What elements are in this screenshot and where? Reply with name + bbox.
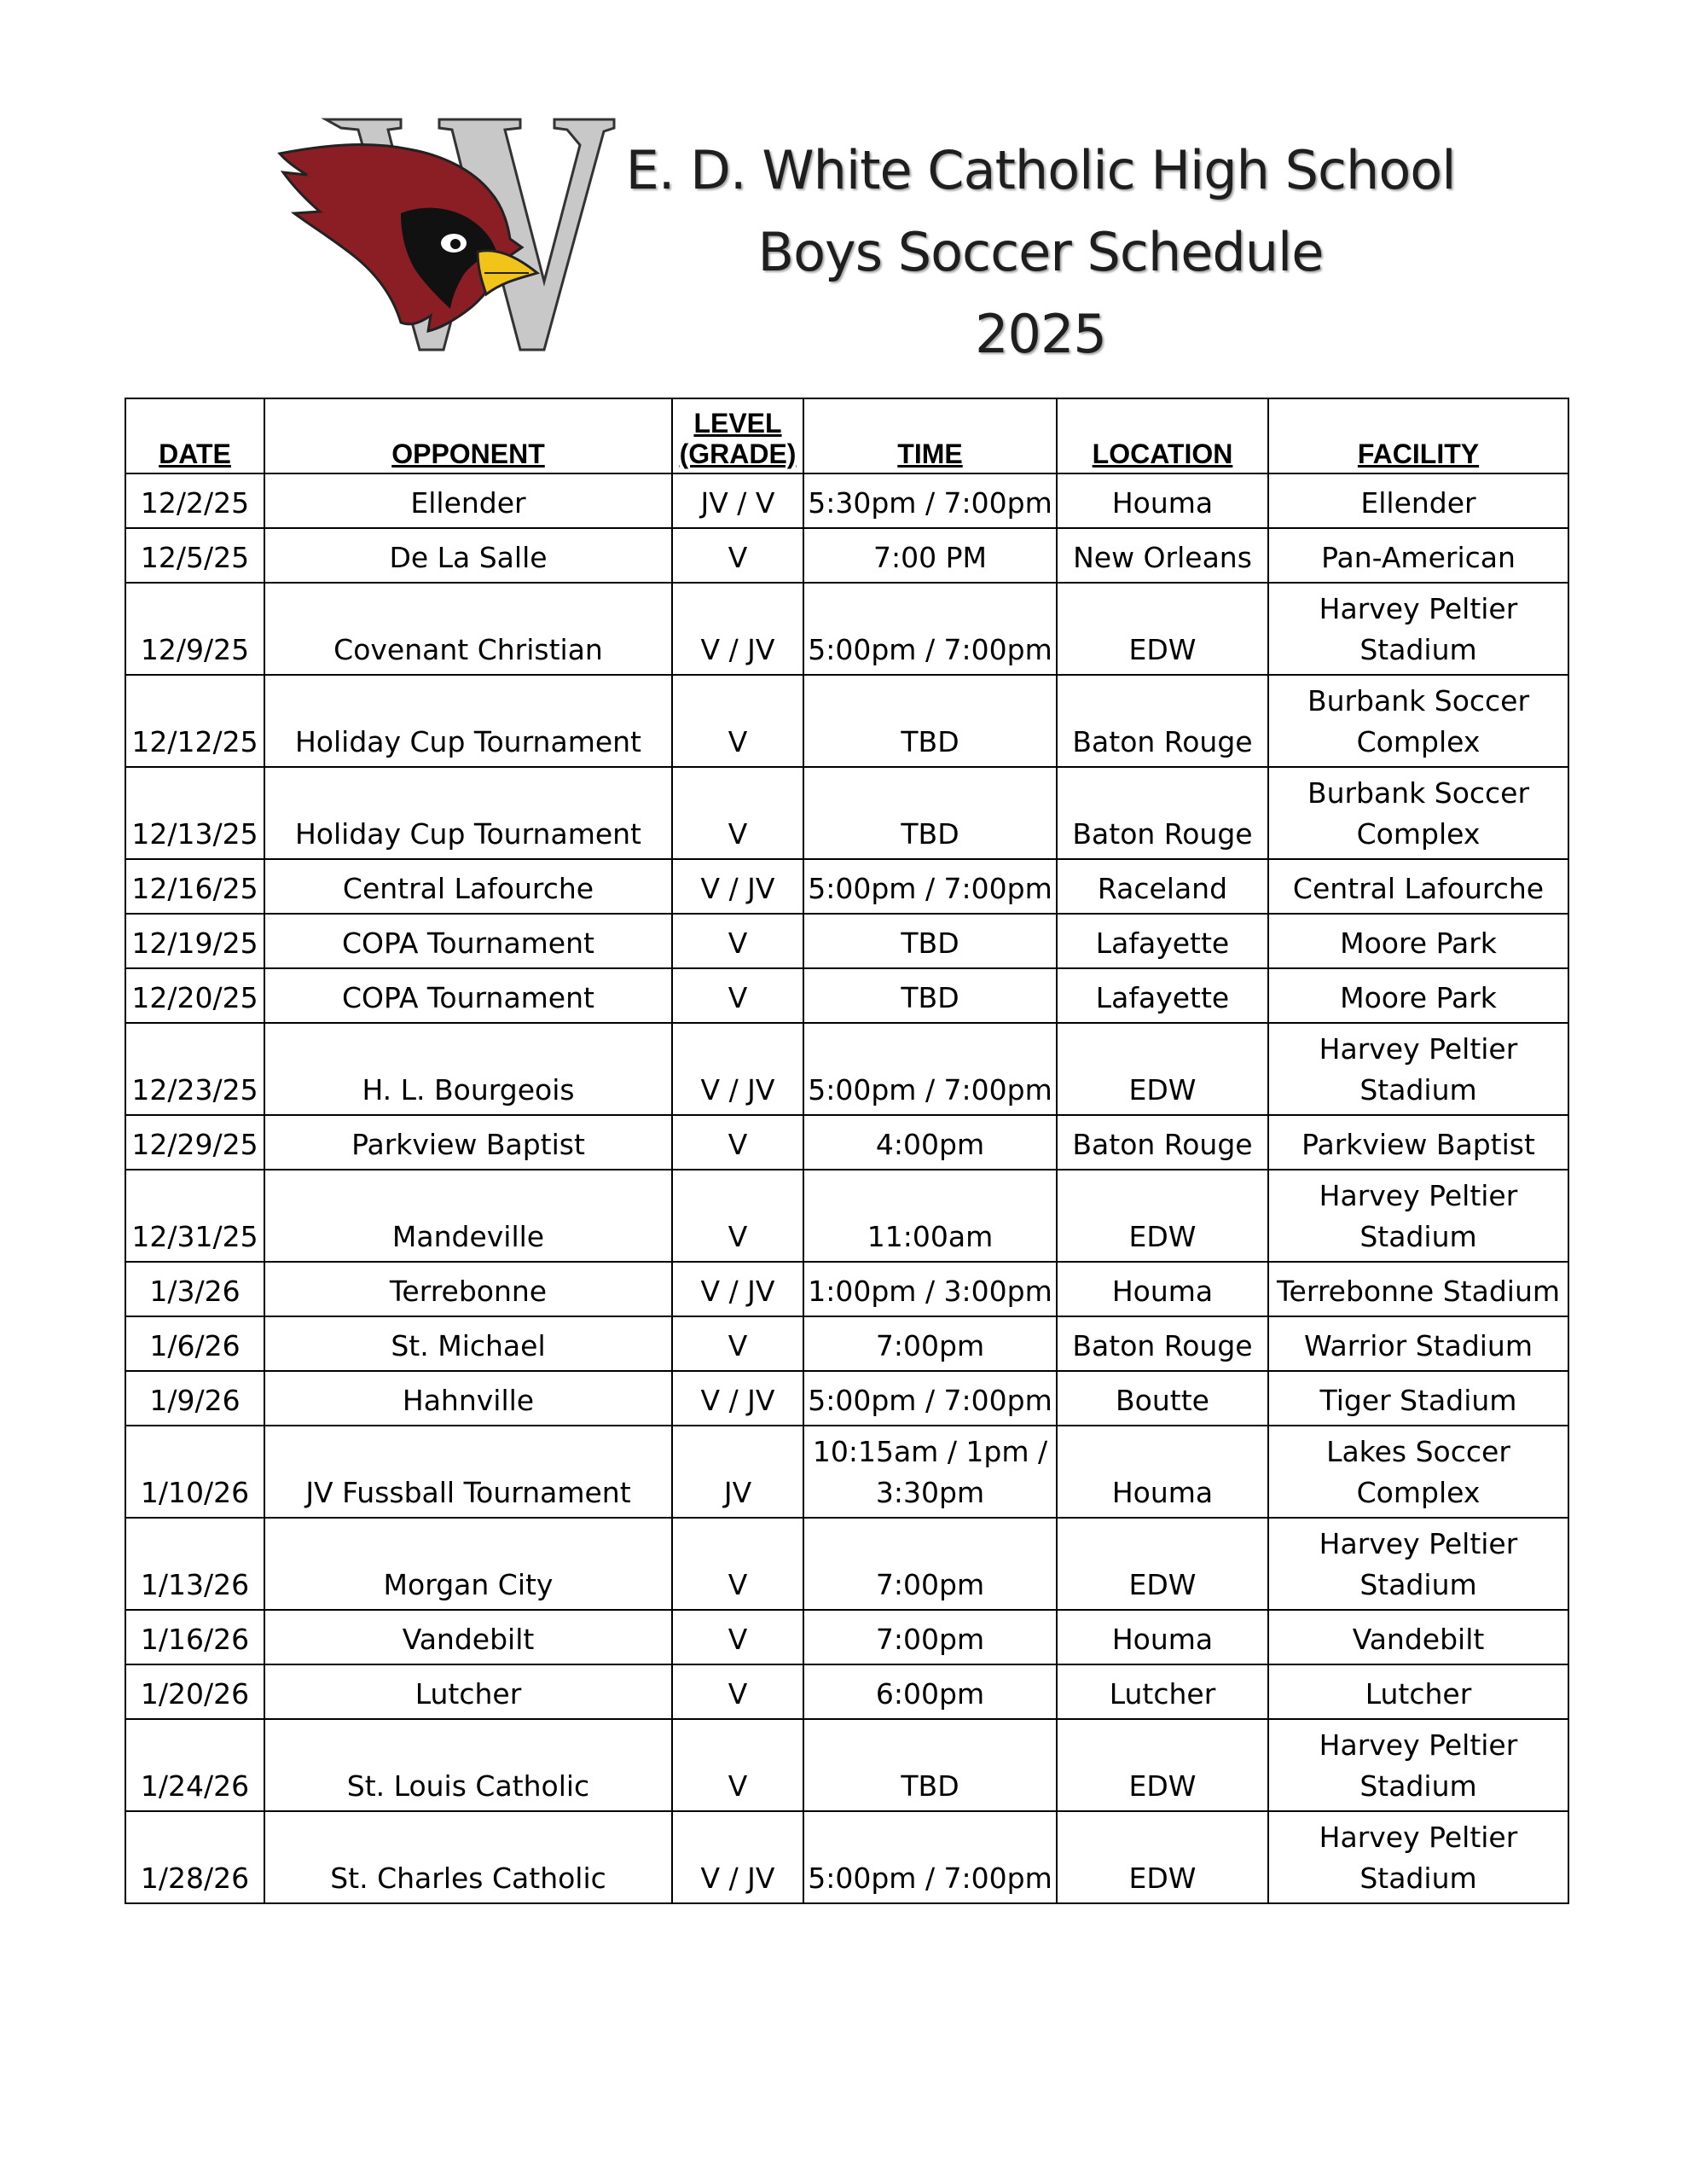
cell-level: V / JV	[672, 1262, 803, 1316]
cell-level: V	[672, 1664, 803, 1719]
cell-opponent: De La Salle	[264, 528, 672, 583]
column-header-date: DATE	[125, 398, 264, 473]
cell-opponent: St. Louis Catholic	[264, 1719, 672, 1811]
schedule-title: Boys Soccer Schedule	[757, 221, 1324, 283]
cell-time: TBD	[803, 675, 1057, 767]
cell-facility: Lakes Soccer Complex	[1268, 1426, 1568, 1518]
cell-facility: Lutcher	[1268, 1664, 1568, 1719]
cell-facility: Moore Park	[1268, 968, 1568, 1023]
cell-date: 1/10/26	[125, 1426, 264, 1518]
column-header-level: LEVEL (GRADE)	[672, 398, 803, 473]
cell-level: V	[672, 1316, 803, 1371]
column-header-facility: FACILITY	[1268, 398, 1568, 473]
cell-opponent: Parkview Baptist	[264, 1115, 672, 1170]
cell-date: 12/12/25	[125, 675, 264, 767]
cell-date: 12/5/25	[125, 528, 264, 583]
cell-date: 12/29/25	[125, 1115, 264, 1170]
table-row	[125, 675, 1568, 767]
cell-location: New Orleans	[1057, 528, 1268, 583]
cell-date: 1/16/26	[125, 1610, 264, 1664]
cell-opponent: COPA Tournament	[264, 968, 672, 1023]
cell-time: 5:00pm / 7:00pm	[803, 859, 1057, 914]
cell-location: Lafayette	[1057, 968, 1268, 1023]
cell-date: 12/9/25	[125, 583, 264, 675]
table-row	[125, 1664, 1568, 1719]
cell-location: Baton Rouge	[1057, 1115, 1268, 1170]
cell-facility: Warrior Stadium	[1268, 1316, 1568, 1371]
cell-time: TBD	[803, 968, 1057, 1023]
cell-time: 4:00pm	[803, 1115, 1057, 1170]
cell-location: Baton Rouge	[1057, 1316, 1268, 1371]
cell-time: 5:00pm / 7:00pm	[803, 1811, 1057, 1903]
schedule-body	[125, 473, 1568, 1903]
cell-location: Lafayette	[1057, 914, 1268, 968]
table-row	[125, 1426, 1568, 1518]
cell-date: 12/31/25	[125, 1170, 264, 1262]
cell-opponent: Vandebilt	[264, 1610, 672, 1664]
table-row	[125, 528, 1568, 583]
page-header	[273, 111, 1467, 367]
table-row	[125, 1811, 1568, 1903]
cell-location: Baton Rouge	[1057, 767, 1268, 859]
schedule-header	[125, 398, 1568, 473]
cell-level: JV	[672, 1426, 803, 1518]
cell-location: Lutcher	[1057, 1664, 1268, 1719]
cell-facility: Harvey Peltier Stadium	[1268, 1719, 1568, 1811]
cell-opponent: Ellender	[264, 473, 672, 528]
cardinal-w-logo-icon	[273, 111, 623, 358]
cell-opponent: Hahnville	[264, 1371, 672, 1426]
cell-opponent: COPA Tournament	[264, 914, 672, 968]
cell-facility: Burbank Soccer Complex	[1268, 767, 1568, 859]
table-row	[125, 1610, 1568, 1664]
cell-level: V	[672, 767, 803, 859]
cell-time: 11:00am	[803, 1170, 1057, 1262]
cell-location: EDW	[1057, 1170, 1268, 1262]
cell-date: 1/6/26	[125, 1316, 264, 1371]
cell-level: V / JV	[672, 1023, 803, 1115]
cell-location: EDW	[1057, 1719, 1268, 1811]
table-row	[125, 473, 1568, 528]
cell-location: Raceland	[1057, 859, 1268, 914]
cell-level: V	[672, 1170, 803, 1262]
table-row	[125, 914, 1568, 968]
cell-location: EDW	[1057, 583, 1268, 675]
cell-time: 5:00pm / 7:00pm	[803, 583, 1057, 675]
cell-date: 12/23/25	[125, 1023, 264, 1115]
table-row	[125, 1719, 1568, 1811]
cell-opponent: Terrebonne	[264, 1262, 672, 1316]
cell-facility: Harvey Peltier Stadium	[1268, 1023, 1568, 1115]
cell-level: V / JV	[672, 1811, 803, 1903]
cell-facility: Terrebonne Stadium	[1268, 1262, 1568, 1316]
cell-time: TBD	[803, 1719, 1057, 1811]
cell-level: V / JV	[672, 1371, 803, 1426]
cell-time: 7:00pm	[803, 1610, 1057, 1664]
cell-facility: Central Lafourche	[1268, 859, 1568, 914]
cell-opponent: Covenant Christian	[264, 583, 672, 675]
table-row	[125, 767, 1568, 859]
column-header-location: LOCATION	[1057, 398, 1268, 473]
cell-level: V	[672, 675, 803, 767]
cell-facility: Parkview Baptist	[1268, 1115, 1568, 1170]
cell-facility: Harvey Peltier Stadium	[1268, 1170, 1568, 1262]
cell-level: V	[672, 1115, 803, 1170]
cell-facility: Vandebilt	[1268, 1610, 1568, 1664]
cell-opponent: St. Charles Catholic	[264, 1811, 672, 1903]
cell-time: 5:00pm / 7:00pm	[803, 1023, 1057, 1115]
cell-time: 10:15am / 1pm / 3:30pm	[803, 1426, 1057, 1518]
cell-facility: Pan-American	[1268, 528, 1568, 583]
cell-date: 1/28/26	[125, 1811, 264, 1903]
cell-location: EDW	[1057, 1023, 1268, 1115]
cell-time: 7:00 PM	[803, 528, 1057, 583]
cell-date: 1/20/26	[125, 1664, 264, 1719]
cell-date: 1/24/26	[125, 1719, 264, 1811]
cell-location: Houma	[1057, 473, 1268, 528]
cell-level: V / JV	[672, 859, 803, 914]
cell-location: EDW	[1057, 1811, 1268, 1903]
table-row	[125, 1023, 1568, 1115]
cell-facility: Moore Park	[1268, 914, 1568, 968]
cell-date: 12/13/25	[125, 767, 264, 859]
cell-time: TBD	[803, 767, 1057, 859]
cell-opponent: Morgan City	[264, 1518, 672, 1610]
cell-level: V	[672, 1610, 803, 1664]
cell-location: Boutte	[1057, 1371, 1268, 1426]
cell-level: V	[672, 914, 803, 968]
cell-level: V	[672, 1518, 803, 1610]
table-row	[125, 1115, 1568, 1170]
cell-facility: Burbank Soccer Complex	[1268, 675, 1568, 767]
table-row	[125, 968, 1568, 1023]
cell-time: 5:30pm / 7:00pm	[803, 473, 1057, 528]
cell-opponent: St. Michael	[264, 1316, 672, 1371]
table-row	[125, 1262, 1568, 1316]
cell-facility: Harvey Peltier Stadium	[1268, 1811, 1568, 1903]
cell-date: 1/3/26	[125, 1262, 264, 1316]
cell-time: 6:00pm	[803, 1664, 1057, 1719]
cell-facility: Harvey Peltier Stadium	[1268, 1518, 1568, 1610]
cell-date: 12/2/25	[125, 473, 264, 528]
header-row	[125, 398, 1568, 473]
cell-date: 12/20/25	[125, 968, 264, 1023]
table-row	[125, 583, 1568, 675]
cell-opponent: Lutcher	[264, 1664, 672, 1719]
title-block	[614, 130, 1467, 375]
schedule-table	[125, 398, 1569, 1904]
cell-opponent: Holiday Cup Tournament	[264, 767, 672, 859]
table-row	[125, 1170, 1568, 1262]
cell-facility: Ellender	[1268, 473, 1568, 528]
cell-location: Baton Rouge	[1057, 675, 1268, 767]
table-row	[125, 1518, 1568, 1610]
cell-level: V / JV	[672, 583, 803, 675]
table-row	[125, 1316, 1568, 1371]
cell-date: 12/19/25	[125, 914, 264, 968]
column-header-time: TIME	[803, 398, 1057, 473]
cell-date: 12/16/25	[125, 859, 264, 914]
cell-facility: Tiger Stadium	[1268, 1371, 1568, 1426]
cell-level: JV / V	[672, 473, 803, 528]
cell-time: 5:00pm / 7:00pm	[803, 1371, 1057, 1426]
cell-opponent: Mandeville	[264, 1170, 672, 1262]
cell-opponent: JV Fussball Tournament	[264, 1426, 672, 1518]
cell-level: V	[672, 1719, 803, 1811]
cell-level: V	[672, 968, 803, 1023]
column-header-opponent: OPPONENT	[264, 398, 672, 473]
cell-time: 1:00pm / 3:00pm	[803, 1262, 1057, 1316]
cell-opponent: H. L. Bourgeois	[264, 1023, 672, 1115]
cell-time: TBD	[803, 914, 1057, 968]
cell-time: 7:00pm	[803, 1518, 1057, 1610]
cell-location: Houma	[1057, 1426, 1268, 1518]
cell-location: EDW	[1057, 1518, 1268, 1610]
cell-opponent: Holiday Cup Tournament	[264, 675, 672, 767]
cell-facility: Harvey Peltier Stadium	[1268, 583, 1568, 675]
schedule-year: 2025	[975, 303, 1106, 365]
table-row	[125, 859, 1568, 914]
cell-opponent: Central Lafourche	[264, 859, 672, 914]
cell-level: V	[672, 528, 803, 583]
cell-location: Houma	[1057, 1610, 1268, 1664]
cell-location: Houma	[1057, 1262, 1268, 1316]
cell-time: 7:00pm	[803, 1316, 1057, 1371]
table-row	[125, 1371, 1568, 1426]
cell-date: 1/9/26	[125, 1371, 264, 1426]
cell-date: 1/13/26	[125, 1518, 264, 1610]
school-name: E. D. White Catholic High School	[625, 139, 1456, 201]
